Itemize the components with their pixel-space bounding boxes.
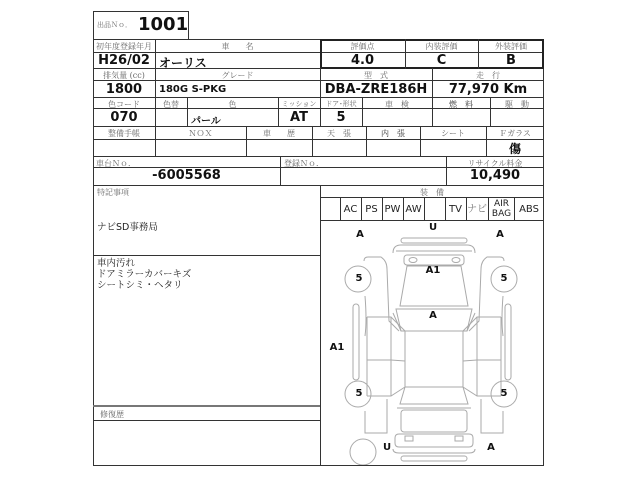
color-code-label: 色コード — [108, 100, 140, 109]
mark-windshield: A — [429, 310, 437, 321]
repair-history-label: 修復歴 — [100, 410, 124, 419]
equipment-navi: ナビ — [467, 204, 487, 215]
mission-label: ミッション — [281, 100, 317, 108]
mileage-value: 77,970 Km — [448, 82, 528, 97]
maintenance-label: 整備手帳 — [108, 129, 140, 138]
mileage-label: 走 行 — [476, 71, 500, 80]
interior-score-value: C — [436, 53, 447, 68]
interior-score-label: 内装評価 — [425, 42, 458, 51]
mark-front-left-corner: A — [356, 229, 364, 240]
history-label: 車 歴 — [263, 129, 295, 138]
displacement-label: 排気量 (cc) — [103, 71, 145, 80]
color-label: 色 — [228, 100, 237, 109]
special-notes-text: ナビSD事務局 — [97, 222, 158, 233]
nox-label: ＮＯＸ — [188, 129, 213, 138]
chassis-value: -6005568 — [152, 168, 221, 183]
fuel-label: 燃 料 — [449, 100, 473, 109]
model-value: DBA-ZRE186H — [324, 82, 428, 97]
equipment-label: 装 備 — [420, 188, 444, 197]
grade-label: グレード — [221, 71, 254, 80]
exterior-score-label: 外装評価 — [495, 42, 527, 51]
chassis-label: 車台Ｎｏ． — [96, 159, 136, 168]
registration-label: 登録Ｎｏ． — [284, 159, 324, 168]
mark-front-left-wheel: 5 — [355, 273, 363, 284]
mission-value: AT — [290, 110, 308, 125]
equipment-aw: AW — [405, 204, 422, 215]
front-glass-label: Ｆガラス — [499, 129, 531, 138]
mark-rear-right-wheel: 5 — [500, 388, 508, 399]
seat-label: シート — [441, 129, 465, 138]
condition-line-2: ドアミラーカバーキズ — [97, 269, 192, 280]
model-label: 型 式 — [364, 71, 388, 80]
recycle-fee-label: リサイクル料金 — [467, 159, 523, 168]
score-label: 評価点 — [350, 42, 375, 51]
front-glass-value: 傷 — [508, 142, 521, 156]
mark-front-right-wheel: 5 — [500, 273, 508, 284]
exterior-score-value: B — [506, 53, 516, 68]
lot-number-value: 1001 — [138, 14, 189, 35]
car-name-value: オーリス — [159, 56, 207, 70]
equipment-ac: AC — [343, 204, 358, 215]
grade-value: 180G S-PKG — [159, 84, 227, 95]
color-value: パール — [191, 116, 221, 127]
car-damage-diagram — [321, 221, 543, 465]
mark-front-bumper: U — [428, 222, 438, 233]
mark-rear-right-corner: A — [487, 442, 495, 453]
score-value: 4.0 — [350, 53, 375, 68]
year-label: 初年度登録年月 — [96, 42, 152, 51]
year-value: H26/02 — [98, 53, 150, 68]
car-name-label: 車 名 — [221, 42, 254, 51]
special-notes-label: 特記事項 — [97, 188, 129, 197]
mark-left-side: A1 — [329, 342, 345, 353]
equipment-tv: TV — [449, 204, 462, 215]
condition-line-3: シートシミ・ヘタリ — [97, 280, 183, 291]
displacement-value: 1800 — [105, 82, 143, 97]
equipment-ps: PS — [365, 204, 378, 215]
mark-hood: A1 — [425, 265, 441, 276]
door-value: 5 — [336, 110, 346, 125]
mark-rear-bumper: U — [382, 442, 392, 453]
roof-label: 天 張 — [327, 129, 351, 138]
recycle-fee-value: 10,490 — [469, 168, 521, 183]
equipment-airbag: AIR BAG — [491, 199, 512, 219]
condition-line-1: 車内汚れ — [97, 258, 136, 269]
color-code-value: 070 — [110, 110, 138, 125]
mark-front-right-corner: A — [496, 229, 504, 240]
drive-label: 駆 動 — [505, 100, 529, 109]
equipment-abs: ABS — [519, 204, 539, 215]
mark-rear-left-wheel: 5 — [355, 388, 363, 399]
lot-number-label: 出品Ｎｏ． — [97, 21, 132, 29]
door-label: ドア･形状 — [325, 100, 357, 108]
interior-trim-label: 内 張 — [381, 129, 405, 138]
repaint-label: 色替 — [163, 100, 179, 109]
inspection-label: 車 検 — [385, 100, 409, 109]
equipment-pw: PW — [384, 204, 401, 215]
